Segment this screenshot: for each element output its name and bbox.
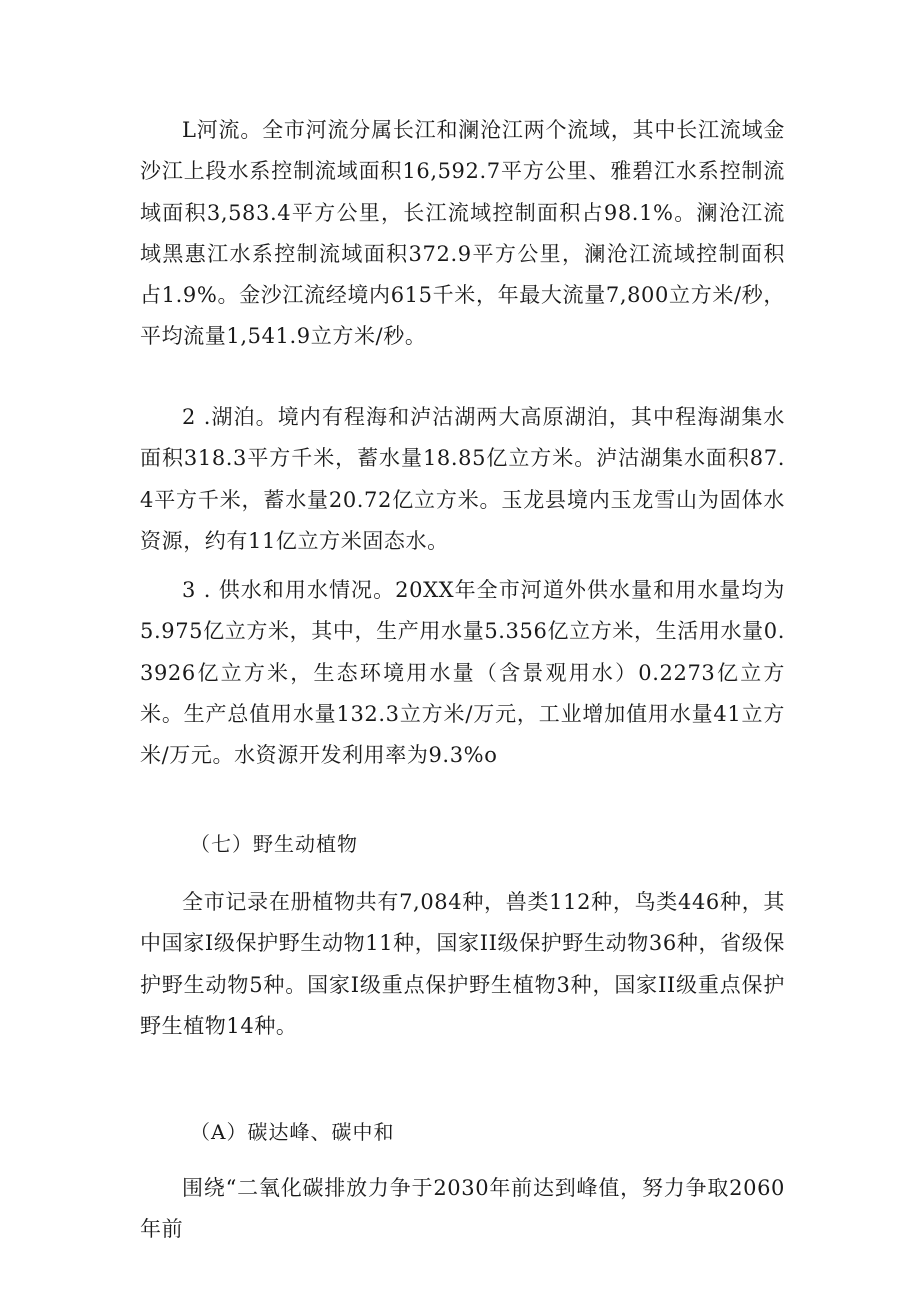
paragraph-wildlife: 全市记录在册植物共有7,084种，兽类112种，鸟类446种，其中国家I级保护野生动物11种，国家II级保护野生动物36种，省级保护野生动物5种。国家I级重点保护野生植物3种，国家II级重点保护野生植物14种。: [140, 890, 785, 1038]
section-heading-carbon: （A）碳达峰、碳中和: [190, 1120, 395, 1144]
paragraph-carbon: 围绕“二氧化碳排放力争于2030年前达到峰值，努力争取2060年前: [140, 1176, 785, 1242]
section-heading-wildlife: （七）野生动植物: [190, 832, 358, 856]
paragraph-lakes: 2 .湖泊。境内有程海和泸沽湖两大高原湖泊，其中程海湖集水面积318.3平方千米，蓄水量18.85亿立方米。泸沽湖集水面积87.4平方千米，蓄水量20.72亿立方米。玉龙县境内玉龙雪山为固体水资源，约有11亿立方米固态水。: [140, 405, 785, 553]
paragraph-rivers: L河流。全市河流分属长江和澜沧江两个流域，其中长江流域金沙江上段水系控制流域面积16,592.7平方公里、雅碧江水系控制流域面积3,583.4平方公里，长江流域控制面积占98.1%。澜沧江流域黑惠江水系控制流域面积372.9平方公里，澜沧江流域控制面积占1.9%。金沙江流经境内615千米，年最大流量7,800立方米/秒，平均流量1,541.9立方米/秒。: [140, 118, 785, 349]
paragraph-water-supply: 3 . 供水和用水情况。20XX年全市河道外供水量和用水量均为5.975亿立方米，其中，生产用水量5.356亿立方米，生活用水量0.3926亿立方米，生态环境用水量（含景观用水）0.2273亿立方米。生产总值用水量132.3立方米/万元，工业增加值用水量41立方米/万元。水资源开发利用率为9.3%o: [140, 578, 785, 768]
